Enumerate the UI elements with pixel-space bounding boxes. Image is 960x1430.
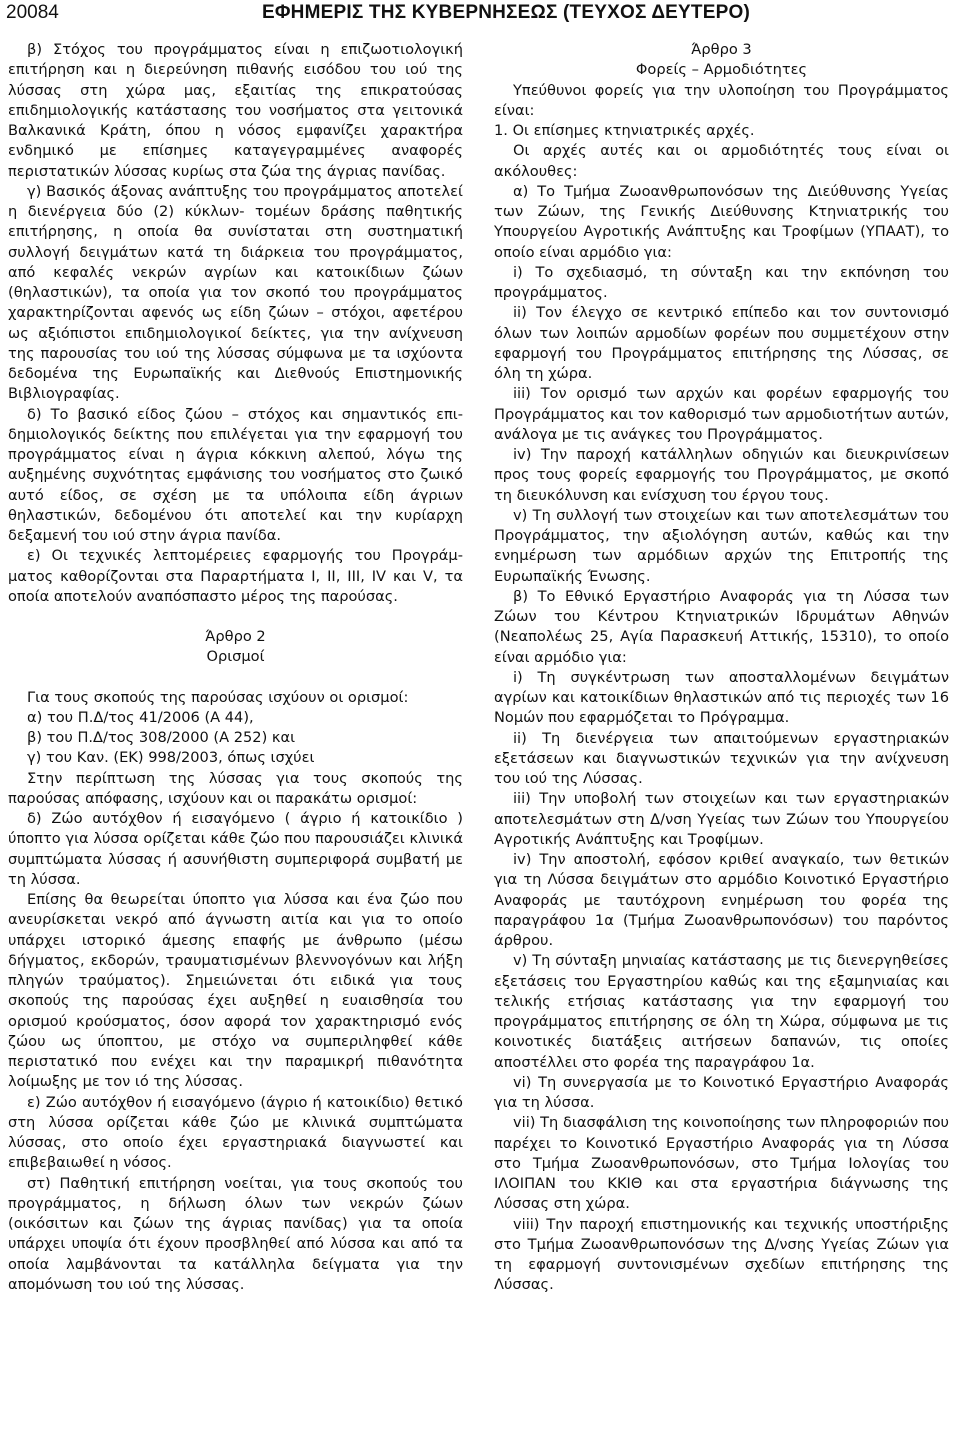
authority-b-v: v) Τη σύνταξη μηνιαίας κατάστασης με τις διενεργηθείσες εξετάσεις του Εργαστηρίου καθώς και της εξαμηνιαίας και τελικής ετήσιας κατάστασης για την εφαρμογή του προγράμματος επιτήρησης σε όλη τη Χώρα, σύμφωνα με τις κοινοτικές διατάξεις αιτήσεων δαπανών, τις οποίες αποστέλλει στο φορέα της παραγράφου 1α.	[494, 952, 949, 1071]
definition-b: β) του Π.Δ/τος 308/2000 (Α 252) και	[27, 729, 296, 746]
authority-b-vi: vi) Τη συνεργασία με το Κοινοτικό Εργαστήριο Αναφοράς για τη λύσσα.	[494, 1073, 949, 1111]
rabies-definitions-intro: Στην περίπτωση της λύσσας για τους σκοπούς της παρούσας απόφασης, ισχύουν και οι παρακάτω ορισμοί:	[8, 769, 463, 807]
authority-b-iv: iv) Την αποστολή, εφόσον κριθεί αναγκαίο, των θετικών για τη Λύσσα δειγμάτων στο αρμόδιο Κοινοτικό Εργαστήριο Αναφοράς με ταυτόχρονη ενημέρωση του φορέα της παραγράφου 1α (Τμήμα Ζωοανθρωπονόσων) του παρόντος άρθρου.	[494, 851, 949, 949]
paragraph-d: δ) Το βασικό είδος ζώου – στόχος και σημαντικός επιδημιολογικός δείκτης που επιλέγεται για την εφαρμογή του προγράμματος είναι η άγρια κόκκινη αλεπού, λόγω της αυξημένης συχνότητας εμφάνισης του νοσήματος στο ζωικό αυτό είδος, σε σχέση με τα υπόλοιπα είδη άγριων θηλαστικών, δεδομένου ότι αποτελεί και την κυρίαρχη δεξαμενή του ιού στην άγρια πανίδα.	[8, 405, 463, 544]
right-column	[494, 40, 949, 1296]
definition-c: γ) του Καν. (ΕΚ) 998/2003, όπως ισχύει	[27, 749, 315, 767]
authority-b-vii: vii) Τη διασφάλιση της κοινοποίησης των πληροφοριών που παρέχει το Κοινοτικό Εργαστήριο Αναφοράς για τη Λύσσα στο Τμήμα Ζωοανθρωπονόσων, στο Τμήμα Ιολογίας του ΙΛΟΙΠΑΝ του ΚΚΙΘ και στα εργαστήρια διάγνωσης της Λύσσας στη χώρα.	[494, 1114, 949, 1213]
item-1: 1. Οι επίσημες κτηνιατρικές αρχές.	[494, 122, 755, 139]
authority-b: β) Το Εθνικό Εργαστήριο Αναφοράς για τη Λύσσα των Ζώων του Κέντρου Κτηνιατρικών Ιδρυμάτων Αθηνών (Νεαπολέως 25, Αγία Παρασκευή Αττικής, 15310), το οποίο είναι αρμόδιο για:	[494, 587, 949, 666]
page-header	[0, 0, 960, 30]
paragraph-e: ε) Οι τεχνικές λεπτομέρειες εφαρμογής του Προγράμματος καθορίζονται στα Παραρτήματα I, II, III, IV και V, τα οποία αποτελούν αναπόσπαστο μέρος της παρούσας.	[8, 547, 463, 605]
authority-b-i: i) Τη συγκέντρωση των αποσταλλομένων δειγμάτων αγρίων και κατοικίδιων θηλαστικών από τις περιοχές των 16 Νομών που εφαρμόζεται το Πρόγραμμα.	[494, 668, 949, 727]
definitions-intro: Για τους σκοπούς της παρούσας ισχύουν οι ορισμοί:	[27, 688, 409, 706]
authority-a-i: i) Το σχεδιασμό, τη σύνταξη και την εκπόνηση του προγράμματος.	[494, 263, 949, 301]
page-number: 20084	[6, 2, 59, 23]
authority-b-iii: iii) Την υποβολή των στοιχείων και των εργαστηριακών αποτελεσμάτων στη Δ/νση Υγείας των Ζώων του Υπουργείου Αγροτικής Ανάπτυξης και Τροφίμων.	[494, 790, 949, 848]
authority-a-v: v) Τη συλλογή των στοιχείων και των αποτελεσμάτων του Προγράμματος, την αξιολόγηση αυτών, καθώς και την ενημέρωση των αρμόδιων αρχών της Επιτροπής της Ευρωπαϊκής Ένωσης.	[494, 506, 949, 585]
paragraph-b: β) Στόχος του προγράμματος είναι η επιζωοτιολογική επιτήρηση και η διερεύνηση πιθανής εισόδου του ιού της λύσσας στη χώρα μας, εξαιτίας της επικρατούσας επιδημιολογικής κατάστασης του νοσήματος στα γειτονικά Βαλκανικά Κράτη, όπου η νόσος εμφανίζει χαρακτήρα ενδημικό με επίσημες καταγεγραμμένες αναφορές περιστατικών λύσσας κυρίως στα ζώα της άγριας πανίδας.	[8, 41, 463, 180]
authorities-intro: Οι αρχές αυτές και οι αρμοδιότητές τους είναι οι ακόλουθες:	[494, 142, 949, 180]
authority-a: α) Το Τμήμα Ζωοανθρωπονόσων της Διεύθυνσης Υγείας των Ζώων, της Γενικής Διεύθυνσης Κτηνιατρικής του Υπουργείου Αγροτικής Ανάπτυξης και Τροφίμων (ΥΠΑΑΤ), το οποίο είναι αρμόδιο για:	[494, 182, 949, 261]
authority-a-iv: iv) Την παροχή κατάλληλων οδηγιών και διευκρινίσεων προς τους φορείς εφαρμογής του Προγράμματος, με σκοπό τη διευκόλυνση και ενίσχυση του έργου τους.	[494, 446, 949, 504]
authority-b-ii: ii) Τη διενέργεια των απαιτούμενων εργαστηριακών εξετάσεων και διαγνωστικών τεχνικών για την ανίχνευση του ιού της Λύσσας.	[494, 729, 949, 787]
authority-a-ii: ii) Τον έλεγχο σε κεντρικό επίπεδο και τον συντονισμό όλων των λοιπών αρμοδίων φορέων που συμμετέχουν στην εφαρμογή του Προγράμματος επιτήρησης της Λύσσας, σε όλη τη χώρα.	[494, 304, 949, 382]
authority-b-viii: viii) Την παροχή επιστημονικής και τεχνικής υποστήριξης στο Τμήμα Ζωοανθρωπονόσων της Δ/νσης Υγείας Ζώων για τη εφαρμογή συντονισμένων σχεδίων επιτήρησης της Λύσσας.	[494, 1215, 949, 1294]
definition-e: ε) Ζώο αυτόχθον ή εισαγόμενο (άγριο ή κατοικίδιο) θετικό στη λύσσα ορίζεται κάθε ζώο με κλινικά συμπτώματα λύσσας, στο οποίο έχει εργαστηριακά διαγνωστεί και επιβεβαιωθεί η νόσος.	[8, 1093, 463, 1172]
responsible-bodies-intro: Υπεύθυνοι φορείς για την υλοποίηση του Προγράμματος είναι:	[494, 81, 949, 119]
article-3-heading: Άρθρο 3	[691, 41, 752, 58]
article-3-title: Φορείς – Αρμοδιότητες	[635, 61, 808, 79]
definition-st: στ) Παθητική επιτήρηση νοείται, για τους σκοπούς του προγράμματος, η δήλωση όλων των νεκρών ζώων (οικόσιτων και ζώων της άγριας πανίδας) για τα οποία υπάρχει υποψία ότι έχουν προσβληθεί από λύσσα και από τα οποία λαμβάνονται τα κατάλληλα δείγματα για την απομόνωση του ιού της λύσσας.	[8, 1174, 463, 1293]
left-column	[8, 40, 463, 1295]
definition-a: α) του Π.Δ/τος 41/2006 (Α 44),	[27, 708, 254, 726]
gazette-title: ΕΦΗΜΕΡΙΣ ΤΗΣ ΚΥΒΕΡΝΗΣΕΩΣ (ΤΕΥΧΟΣ ΔΕΥΤΕΡΟ)	[262, 2, 750, 23]
authority-a-iii: iii) Τον ορισμό των αρχών και φορέων εφαρμογής του Προγράμματος και τον καθορισμό των αρμοδιοτήτων αυτών, ανάλογα με τις ανάγκες του Προγράμματος.	[494, 385, 949, 443]
paragraph-c: γ) Βασικός άξονας ανάπτυξης του προγράμματος αποτελεί η διενέργεια δύο (2) κύκλων- τομέων δράσης παθητικής επιτήρησης, η οποία θα συνίσταται στη συστηματική συλλογή δειγμάτων κατά τη διάρκεια του προγράμματος, από κεφαλές νεκρών αγρίων και κατοικίδιων ζώων (θηλαστικών), τα οποία για τον σκοπό του προγράμματος χαρακτηρίζονται αφενός ως είδη ζώων – στόχοι, αφετέρου ως αξιόπιστοι επιδημιολογικοί δείκτες, για την ανίχνευση της παρουσίας του ιού της λύσσας σύμφωνα με τα ισχύοντα δεδομένα της Ευρωπαϊκής και Διεθνούς Επιστημονικής Βιβλιογραφίας.	[8, 182, 463, 403]
article-2-title: Ορισμοί	[206, 648, 265, 666]
suspect-animal-paragraph: Επίσης θα θεωρείται ύποπτο για λύσσα και ένα ζώο που ανευρίσκεται νεκρό από άγνωστη αιτία και για το οποίο υπάρχει ιστορικό άμεσης επαφής με άνθρωπο (μέσω δήγματος, εκδορών, τραυματισμένων βλεννογόνων και λήξη πληγών τραύματος). Σημειώνεται ότι ειδικά για τους σκοπούς της παρούσας έχει αυξηθεί η ευαισθησία του ορισμού κρούσματος, όσον αφορά τον χαρακτηρισμό ενός ζώου ως ύποπτου, με στόχο να συμπεριληφθεί κάθε περιστατικό που ενέχει και την παραμικρή πιθανότητα λοίμωξης με τον ιό της λύσσας.	[8, 891, 463, 1091]
article-2-heading: Άρθρο 2	[205, 628, 266, 645]
definition-d: δ) Ζώο αυτόχθον ή εισαγόμενο ( άγριο ή κατοικίδιο ) ύποπτο για λύσσα ορίζεται κάθε ζώο που παρουσιάζει κλινικά συμπτώματα λύσσας ή ασυνήθιστη συμπεριφορά συμβατή με τη λύσσα.	[8, 810, 463, 888]
